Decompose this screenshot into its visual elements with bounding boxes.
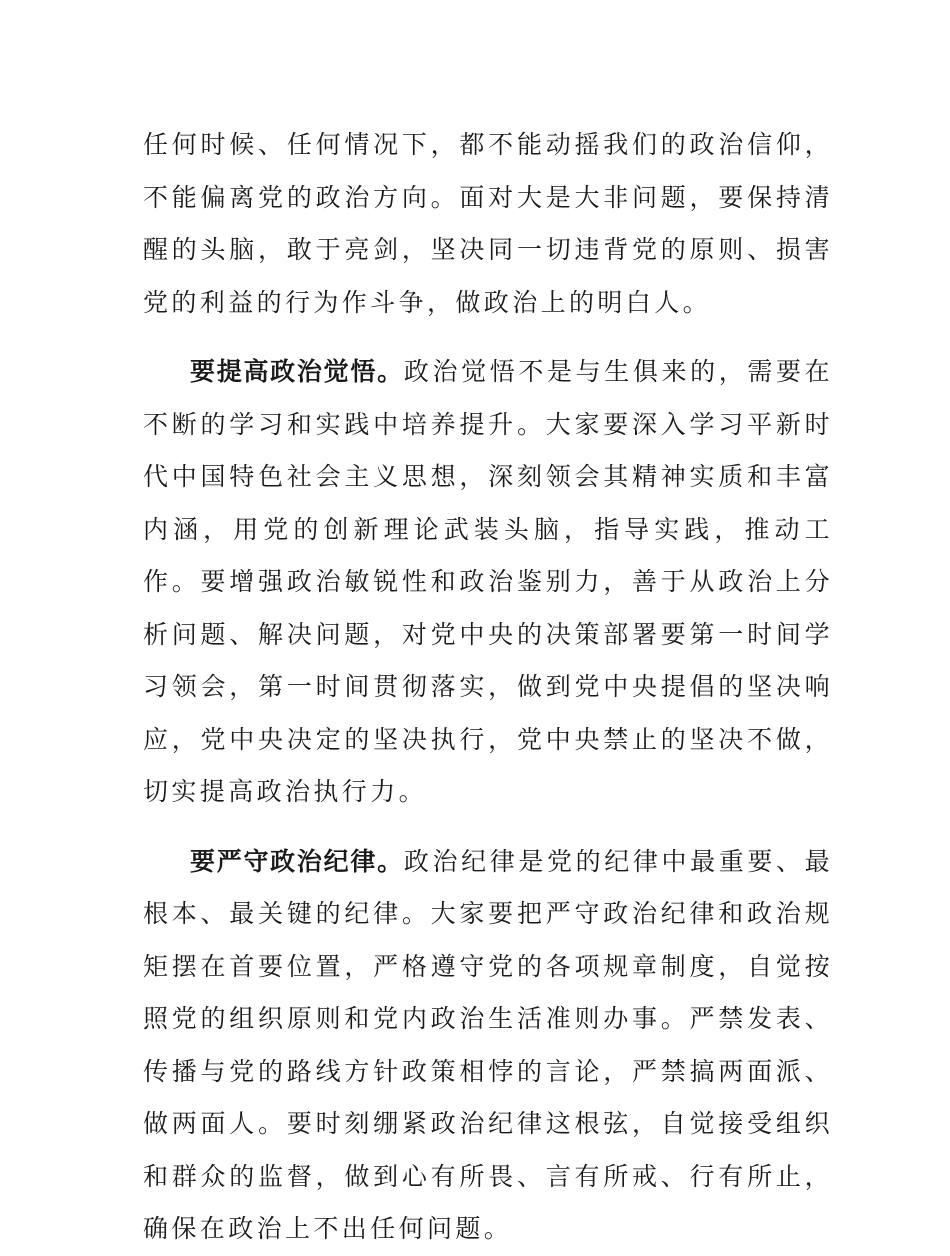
paragraph-political-direction <box>143 119 833 329</box>
paragraph-text: 任何时候、任何情况下，都不能动摇我们的政治信仰，不能偏离党的政治方向。面对大是大非问题，要保持清醒的头脑，敢于亮剑，坚决同一切违背党的原则、损害党的利益的行为作斗争，做政治上的明白人。 <box>143 130 833 317</box>
paragraph-political-awareness <box>143 346 833 819</box>
paragraph-heading: 要提高政治觉悟。 <box>190 357 404 386</box>
paragraph-text: 政治觉悟不是与生俱来的，需要在不断的学习和实践中培养提升。大家要深入学习平新时代中国特色社会主义思想，深刻领会其精神实质和丰富内涵，用党的创新理论武装头脑，指导实践，推动工作。要增强政治敏锐性和政治鉴别力，善于从政治上分析问题、解决问题，对党中央的决策部署要第一时间学习领会，第一时间贯彻落实，做到党中央提倡的坚决响应，党中央决定的坚决执行，党中央禁止的坚决不做，切实提高政治执行力。 <box>143 357 833 806</box>
document-body <box>143 119 833 1256</box>
paragraph-text: 政治纪律是党的纪律中最重要、最根本、最关键的纪律。大家要把严守政治纪律和政治规矩摆在首要位置，严格遵守党的各项规章制度，自觉按照党的组织原则和党内政治生活准则办事。严禁发表、传播与党的路线方针政策相悖的言论，严禁搞两面派、做两面人。要时刻绷紧政治纪律这根弦，自觉接受组织和群众的监督，做到心有所畏、言有所戒、行有所止，确保在政治上不出任何问题。 <box>143 846 833 1243</box>
paragraph-heading: 要严守政治纪律。 <box>190 846 404 876</box>
paragraph-political-discipline <box>143 836 833 1256</box>
